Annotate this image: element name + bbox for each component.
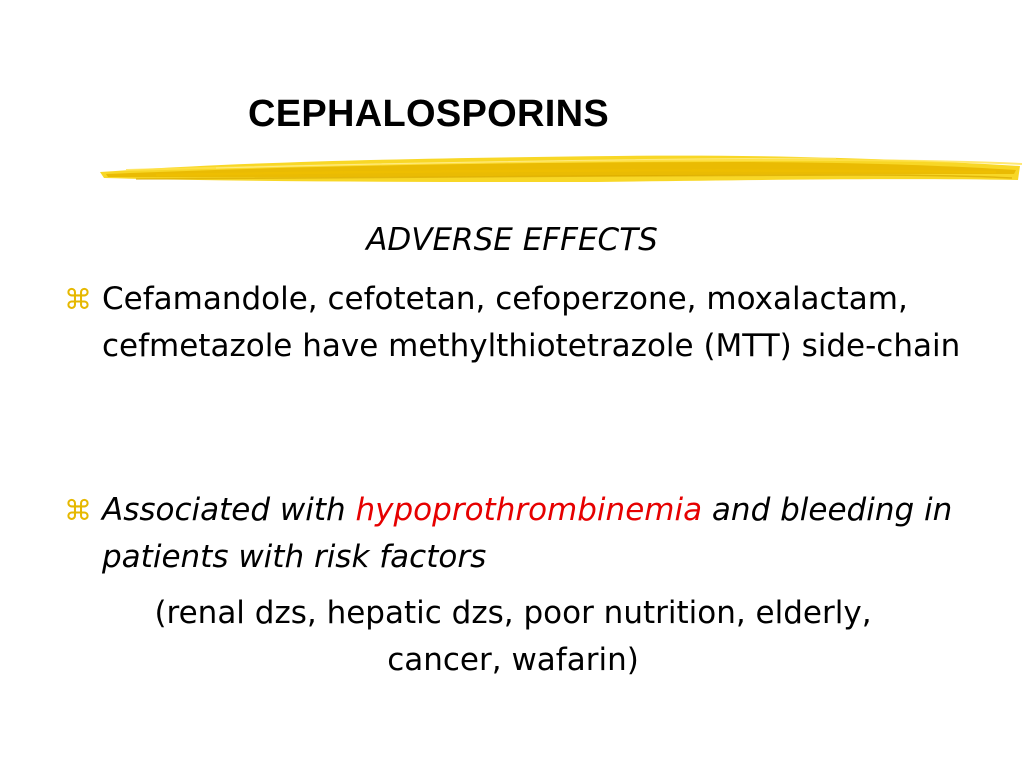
bullet-text-prefix: Associated with xyxy=(102,492,356,528)
slide-title: CEPHALOSPORINS xyxy=(248,93,610,135)
risk-factors-note: (renal dzs, hepatic dzs, poor nutrition, elderly, cancer, wafarin) xyxy=(154,595,872,678)
highlighted-term: hypoprothrombinemia xyxy=(355,492,703,528)
command-key-bullet-icon: ⌘ xyxy=(64,494,92,527)
command-key-bullet-icon: ⌘ xyxy=(64,283,92,316)
bullet-text: Cefamandole, cefotetan, cefoperzone, moxalactam, cefmetazole have methylthiotetrazole (MTT) side-chain xyxy=(102,281,961,364)
title-brush-underline xyxy=(96,144,1024,190)
bullet-text-suffix: and bleeding in patients with risk factors xyxy=(102,492,953,575)
bullet-item xyxy=(64,276,982,370)
bullet-item xyxy=(64,487,982,581)
slide-subtitle: ADVERSE EFFECTS xyxy=(366,222,658,258)
